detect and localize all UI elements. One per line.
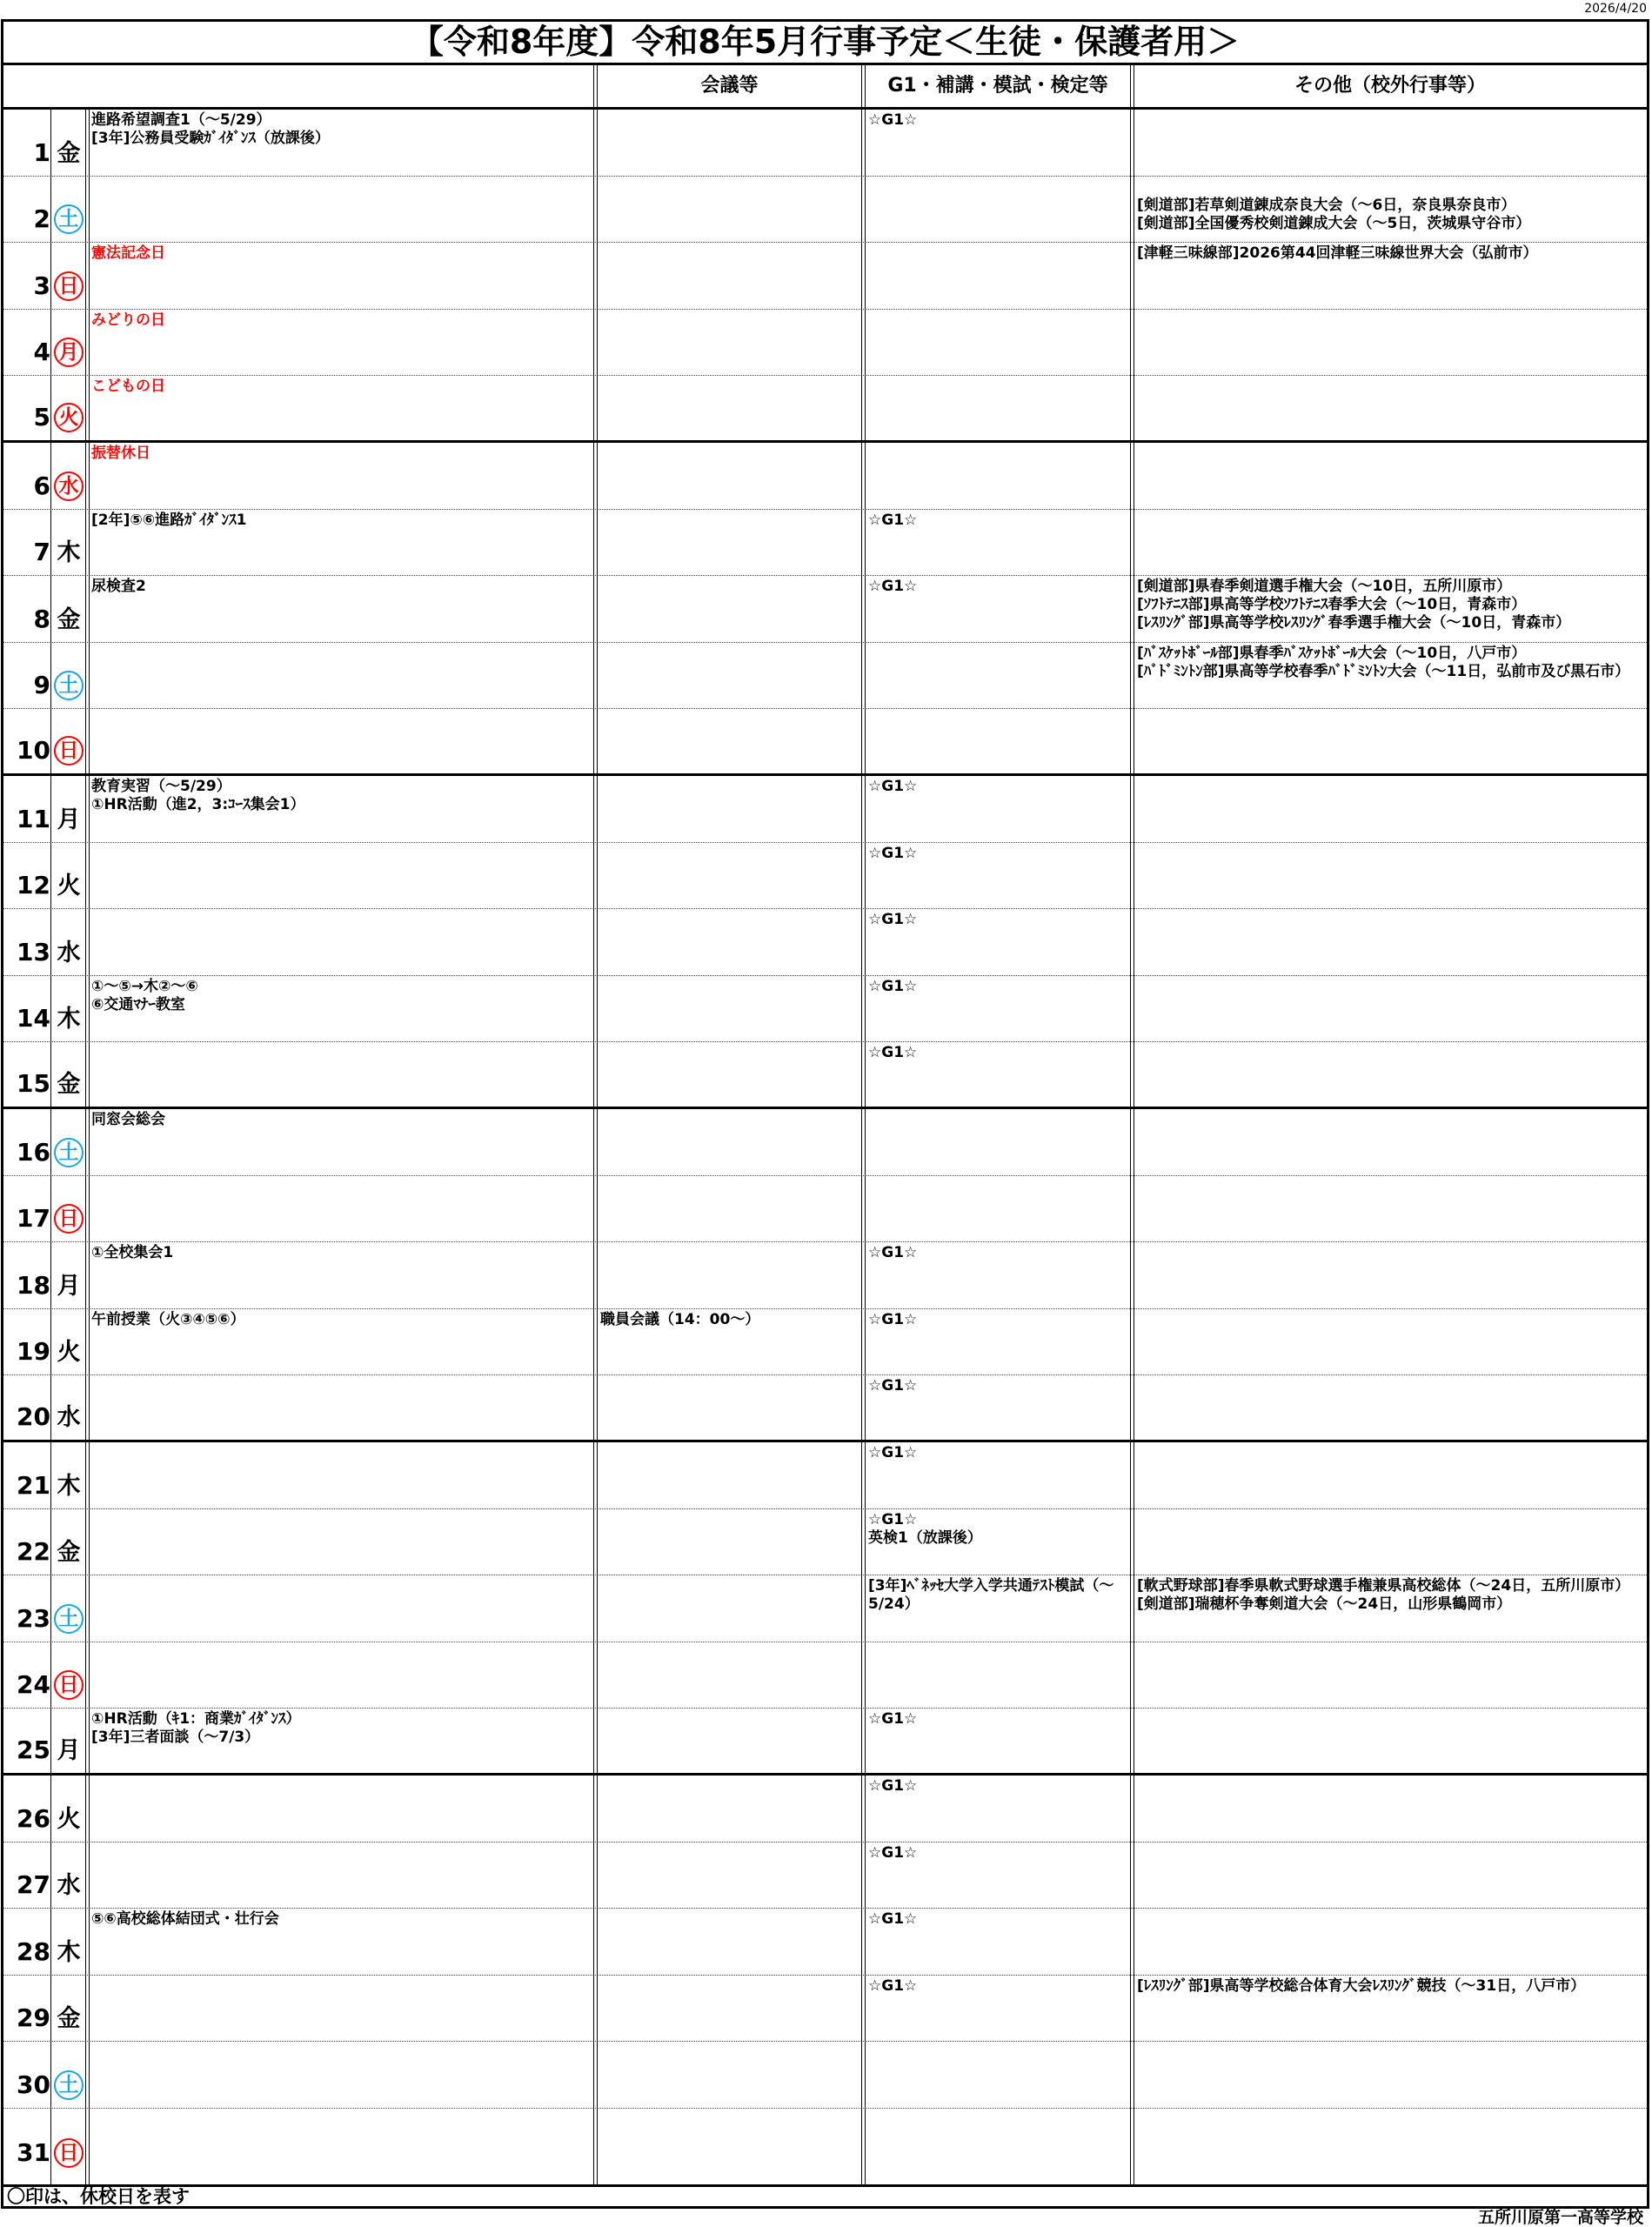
weekday-label: 水 [57,1872,81,1900]
day-of-week [51,310,86,376]
other-event-cell [1134,1842,1647,1909]
other-event-cell [1134,1442,1647,1508]
meeting-cell [597,1442,862,1508]
meeting-cell [597,2109,862,2176]
other-event-cell [1134,1509,1647,1575]
weekday-label: 火 [57,1339,81,1367]
day-of-week [51,510,86,576]
event-cell [88,2109,594,2176]
weekday-label: 火 [57,1805,81,1833]
other-event-cell [1134,443,1647,509]
weekday-label: 月 [57,1736,81,1764]
table-row [3,1776,1647,1842]
other-event-cell [1134,110,1647,176]
meeting-cell [597,1976,862,2042]
day-number: 15 [17,1068,50,1098]
day-of-week [51,643,86,709]
meeting-cell [597,643,862,709]
header-g1: G1・補講・模試・検定等 [887,75,1108,97]
closed-day-marker: 土 [54,671,84,700]
closed-day-marker: 土 [54,204,84,234]
other-event-cell [1134,709,1647,773]
event-cell: 同窓会総会 [91,1111,165,1128]
day-of-week [51,110,86,176]
day-of-week [51,843,86,909]
day-of-week [51,1575,86,1642]
day-of-week [51,1709,86,1773]
event-cell: 教育実習（～5/29） ①HR活動（進2，3:ｺｰｽ集会1） [91,778,305,813]
day-of-week [51,1909,86,1975]
table-row [3,1842,1647,1909]
day-of-week [51,1776,86,1842]
table-row [3,1642,1647,1709]
g1-cell: ☆G1☆ [868,977,918,995]
weekday-label: 火 [57,873,81,900]
meeting-cell [597,510,862,576]
meeting-cell [597,1509,862,1575]
table-row [3,110,1647,177]
meeting-cell [597,376,862,440]
g1-cell [865,1642,1131,1709]
table-row [3,510,1647,577]
day-number: 7 [33,538,50,567]
meeting-cell [597,243,862,309]
event-cell: ⑤⑥高校総体結団式・壮行会 [91,1910,279,1929]
table-row [3,576,1647,643]
closed-day-marker: 日 [54,1204,84,1234]
event-cell [88,1042,594,1107]
school-name: 五所川原第一高等学校 [1477,2208,1643,2227]
table-row [3,1242,1647,1309]
day-number: 31 [17,2137,50,2167]
g1-cell: ☆G1☆ 英検1（放課後） [868,1510,982,1547]
day-of-week [51,1242,86,1308]
day-of-week [51,1842,86,1909]
other-event-cell [1134,1309,1647,1375]
day-number: 9 [33,671,50,700]
other-event-cell [1134,1642,1647,1709]
day-number: 6 [33,471,50,500]
schedule-sheet [1,19,1649,2209]
g1-cell: ☆G1☆ [868,911,918,929]
day-of-week [51,177,86,243]
meeting-cell [597,1042,862,1107]
day-number: 30 [17,2070,50,2099]
meeting-cell [597,2042,862,2108]
closed-day-marker: 月 [54,338,84,367]
event-cell [88,177,594,243]
g1-cell: ☆G1☆ [868,844,918,862]
table-row [3,1909,1647,1976]
closed-day-marker: 日 [54,736,84,766]
day-of-week [51,776,86,842]
other-event-cell [1134,1242,1647,1308]
other-event-cell [1134,1042,1647,1107]
other-event-cell [1134,1909,1647,1975]
day-of-week [51,1976,86,2042]
day-number: 5 [33,402,50,431]
day-of-week [51,1042,86,1107]
other-event-cell: [剣道部]若草剣道錬成奈良大会（～6日，奈良県奈良市） [剣道部]全国優秀校剣道錬成大会（～5日，茨城県守谷市） [1137,196,1531,232]
table-row [3,177,1647,244]
day-of-week [51,1109,86,1175]
g1-cell [865,1109,1131,1175]
weekday-label: 金 [57,139,81,167]
weekday-label: 金 [57,1539,81,1567]
weekday-label: 金 [57,605,81,633]
event-cell: みどりの日 [91,311,165,329]
table-row [3,843,1647,910]
other-event-cell [1134,1709,1647,1773]
meeting-cell [597,1709,862,1773]
day-number: 11 [17,804,50,833]
table-row [3,1309,1647,1376]
day-of-week [51,976,86,1042]
day-number: 13 [17,937,50,966]
day-number: 16 [17,1137,50,1167]
day-number: 21 [17,1470,50,1500]
meeting-cell [597,1776,862,1842]
other-event-cell [1134,1109,1647,1175]
day-of-week [51,2109,86,2176]
meeting-cell [597,709,862,773]
g1-cell: ☆G1☆ [868,778,918,795]
table-row [3,310,1647,377]
meeting-cell [597,776,862,842]
day-number: 24 [17,1670,50,1700]
meeting-cell [597,576,862,642]
table-row [3,1709,1647,1776]
other-event-cell [1134,776,1647,842]
divider-day [50,110,51,2184]
other-event-cell: [軟式野球部]春季県軟式野球選手権兼県高校総体（～24日，五所川原市） [剣道部]瑞穂杯争奪剣道大会（～24日，山形県鶴岡市） [1137,1577,1630,1614]
other-event-cell [1134,1176,1647,1242]
g1-cell [865,376,1131,440]
table-header [3,65,1647,110]
event-cell [88,1442,594,1508]
weekday-label: 金 [57,1070,81,1098]
event-cell [88,1842,594,1909]
table-row [3,2042,1647,2109]
other-event-cell [1134,2109,1647,2176]
meeting-cell [597,110,862,176]
table-row [3,643,1647,710]
table-row [3,909,1647,976]
weekday-label: 金 [57,2005,81,2033]
event-cell: 尿検査2 [91,578,146,596]
event-cell [88,1976,594,2042]
event-cell [88,709,594,773]
day-of-week [51,909,86,975]
day-of-week [51,443,86,509]
table-row [3,1509,1647,1576]
weekday-label: 月 [57,1272,81,1300]
weekday-label: 水 [57,1403,81,1431]
closed-day-marker: 日 [54,271,84,301]
day-number: 19 [17,1337,50,1367]
day-of-week [51,376,86,440]
g1-cell [865,310,1131,376]
day-of-week [51,1176,86,1242]
event-cell: こどもの日 [91,378,165,396]
day-of-week [51,2042,86,2108]
meeting-cell [597,1642,862,1709]
g1-cell [865,243,1131,309]
meeting-cell [597,1842,862,1909]
g1-cell: ☆G1☆ [868,1377,918,1395]
event-cell: 振替休日 [91,445,150,462]
day-number: 27 [17,1870,50,1900]
day-number: 29 [17,2003,50,2033]
closed-day-marker: 水 [54,471,84,501]
meeting-cell [597,310,862,376]
meeting-cell [597,443,862,509]
g1-cell: ☆G1☆ [868,111,918,129]
g1-cell: ☆G1☆ [868,1777,918,1795]
g1-cell [865,2042,1131,2108]
day-number: 2 [33,204,50,234]
other-event-cell [1134,1776,1647,1842]
day-of-week [51,709,86,773]
day-number: 18 [17,1270,50,1300]
meeting-cell [597,1109,862,1175]
day-of-week [51,1375,86,1440]
g1-cell [865,2109,1131,2176]
event-cell: 午前授業（火③④⑤⑥） [91,1310,245,1328]
other-event-cell [1134,376,1647,440]
event-cell: ①全校集会1 [91,1244,174,1262]
g1-cell: ☆G1☆ [868,578,918,596]
meeting-cell: 職員会議（14：00～） [600,1310,760,1328]
day-number: 14 [17,1004,50,1033]
day-number: 28 [17,1936,50,1966]
divider-g1 [1130,65,1134,2184]
other-event-cell [1134,976,1647,1042]
g1-cell [865,643,1131,709]
g1-cell: [3年]ﾍﾞﾈｯｾ大学入学共通ﾃｽﾄ模試（～5/24） [868,1577,1114,1614]
event-cell: ①HR活動（ｷ1：商業ｶﾞｲﾀﾞﾝｽ） [3年]三者面談（～7/3） [91,1710,301,1747]
other-event-cell [1134,310,1647,376]
other-event-cell [1134,1375,1647,1440]
g1-cell [865,177,1131,243]
day-number: 8 [33,604,50,633]
g1-cell: ☆G1☆ [868,1310,918,1328]
table-row [3,2109,1647,2176]
meeting-cell [597,976,862,1042]
closed-day-marker: 火 [54,403,84,432]
other-event-cell: [ﾚｽﾘﾝｸﾞ部]県高等学校総合体育大会ﾚｽﾘﾝｸﾞ競技（～31日，八戸市） [1137,1976,1586,1995]
meeting-cell [597,1176,862,1242]
closed-day-marker: 土 [54,1604,84,1634]
day-number: 22 [17,1537,50,1567]
closed-day-marker: 土 [54,2070,84,2100]
other-event-cell [1134,510,1647,576]
closed-day-marker: 土 [54,1138,84,1167]
event-cell [88,1375,594,1440]
table-row [3,1575,1647,1642]
day-of-week [51,1509,86,1575]
g1-cell: ☆G1☆ [868,1244,918,1262]
day-number: 3 [33,271,50,300]
g1-cell: ☆G1☆ [868,1910,918,1929]
event-cell: [2年]⑤⑥進路ｶﾞｲﾀﾞﾝｽ1 [91,511,247,529]
day-number: 20 [17,1401,50,1431]
meeting-cell [597,1242,862,1308]
divider-dow [85,110,90,2184]
meeting-cell [597,1575,862,1642]
event-cell [88,843,594,909]
other-event-cell: [剣道部]県春季剣道選手権大会（～10日，五所川原市） [ｿﾌﾄﾃﾆｽ部]県高等学校ｿﾌﾄﾃﾆｽ春季大会（～10日，青森市） [ﾚｽﾘﾝｸﾞ部]県高等学校ﾚｽﾘﾝｸﾞ春季選手権大会（～10日，青森市） [1137,578,1571,632]
g1-cell: ☆G1☆ [868,511,918,529]
other-event-cell [1134,843,1647,909]
weekday-label: 木 [57,539,81,567]
event-cell [88,1575,594,1642]
weekday-label: 木 [57,1006,81,1033]
divider-meeting [861,65,866,2184]
closed-day-marker: 日 [54,1670,84,1700]
event-cell: 進路希望調査1（～5/29） [3年]公務員受験ｶﾞｲﾀﾞﾝｽ（放課後） [91,111,330,147]
header-meeting: 会議等 [700,75,759,97]
day-number: 25 [17,1735,50,1764]
g1-cell [865,1176,1131,1242]
day-of-week [51,1642,86,1709]
day-number: 10 [17,735,50,765]
table-row [3,709,1647,776]
weekday-label: 水 [57,939,81,966]
table-row [3,243,1647,310]
day-of-week [51,1309,86,1375]
g1-cell [865,443,1131,509]
day-number: 17 [17,1204,50,1234]
page-title: 【令和8年度】令和8年5月行事予定＜生徒・保護者用＞ [3,22,1647,65]
weekday-label: 月 [57,806,81,833]
g1-cell: ☆G1☆ [868,1044,918,1062]
event-cell [88,1642,594,1709]
table-row [3,443,1647,510]
event-cell [88,1509,594,1575]
header-other: その他（校外行事等） [1294,75,1486,97]
event-cell [88,909,594,975]
divider-main [593,65,598,2184]
table-row [3,976,1647,1043]
table-row [3,1976,1647,2043]
day-number: 26 [17,1803,50,1833]
day-of-week [51,1442,86,1508]
event-cell [88,643,594,709]
other-event-cell: [ﾊﾞｽｹｯﾄﾎﾞｰﾙ部]県春季ﾊﾞｽｹｯﾄﾎﾞｰﾙ大会（～10日，八戸市） [ﾊﾞﾄﾞﾐﾝﾄﾝ部]県高等学校春季ﾊﾞﾄﾞﾐﾝﾄﾝ大会（～11日，弘前市及び黒石市） [1137,644,1630,680]
other-event-cell [1134,909,1647,975]
event-cell [88,1776,594,1842]
day-of-week [51,243,86,309]
weekday-label: 木 [57,1472,81,1500]
g1-cell: ☆G1☆ [868,1444,918,1461]
footer-note: 〇印は、休校日を表す [3,2184,1647,2206]
day-number: 23 [17,1603,50,1633]
event-cell: 憲法記念日 [91,244,165,263]
table-row [3,1442,1647,1509]
g1-cell: ☆G1☆ [868,1710,918,1729]
table-row [3,376,1647,443]
other-event-cell: [津軽三味線部]2026第44回津軽三味線世界大会（弘前市） [1137,244,1538,263]
event-cell [88,1176,594,1242]
meeting-cell [597,1909,862,1975]
meeting-cell [597,909,862,975]
table-row [3,776,1647,843]
g1-cell: ☆G1☆ [868,1976,918,1995]
weekday-label: 木 [57,1938,81,1966]
table-row [3,1176,1647,1243]
other-event-cell [1134,2042,1647,2108]
meeting-cell [597,843,862,909]
meeting-cell [597,1375,862,1440]
event-cell [88,2042,594,2108]
table-row [3,1375,1647,1442]
day-of-week [51,576,86,642]
meeting-cell [597,177,862,243]
g1-cell [865,709,1131,773]
day-number: 12 [17,871,50,900]
print-date: 2026/4/20 [1584,2,1647,16]
closed-day-marker: 日 [54,2138,84,2168]
table-row [3,1042,1647,1109]
table-row [3,1109,1647,1176]
g1-cell: ☆G1☆ [868,1843,918,1862]
event-cell: ①～⑤→木②～⑥ ⑥交通ﾏﾅｰ教室 [91,977,198,1013]
day-number: 4 [33,338,50,367]
day-number: 1 [33,137,50,167]
